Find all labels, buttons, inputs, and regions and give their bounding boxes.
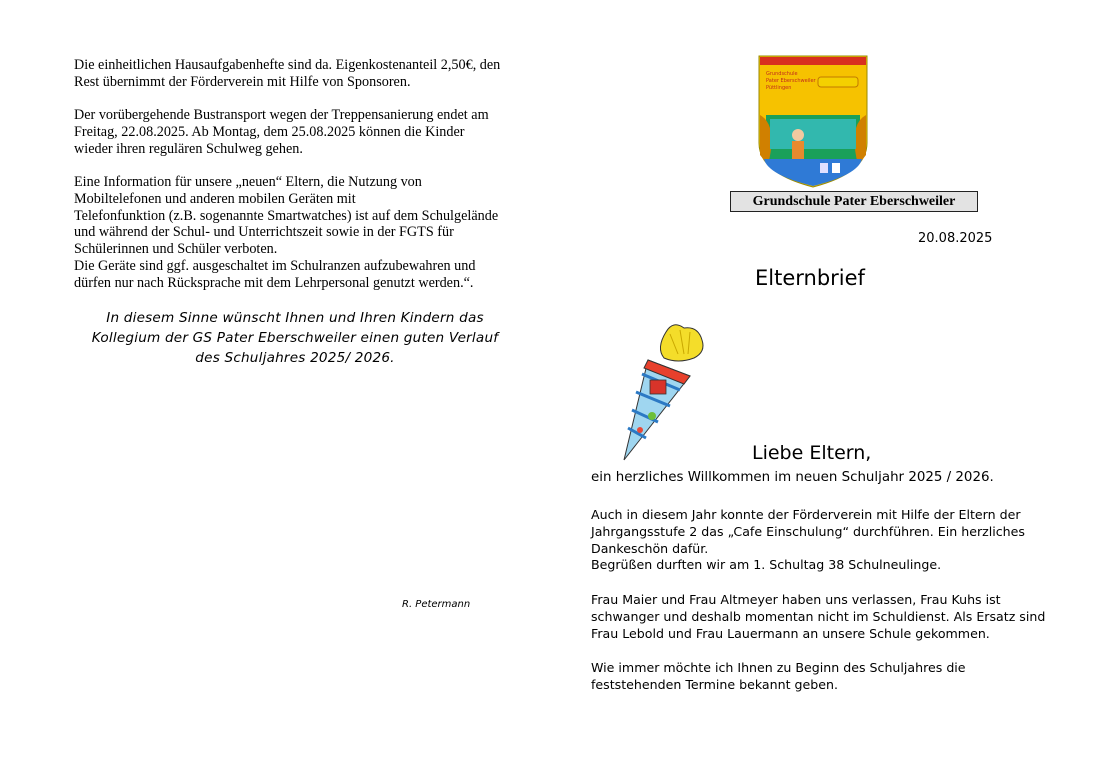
text-hausaufgabenhefte: Die einheitlichen Hausaufgabenhefte sind da. Eigenkostenanteil 2,50€, den Rest übernimmt der Förderverein mit Hilfe von Sponsoren. <box>74 57 501 90</box>
paragraph-hausaufgabenhefte <box>74 57 519 91</box>
paragraph-bustransport <box>74 107 519 157</box>
school-cone-illustration <box>618 320 708 462</box>
letter-title: Elternbrief <box>755 266 865 290</box>
signature: R. Petermann <box>402 599 471 610</box>
text-termine: Wie immer möchte ich Ihnen zu Beginn des Schuljahres die feststehenden Termine bekannt geben. <box>591 660 966 692</box>
paragraph-termine <box>591 660 1061 694</box>
greeting: Liebe Eltern, <box>752 442 872 464</box>
school-logo <box>758 55 868 188</box>
text-mobiltelefone: Eine Information für unsere „neuen“ Eltern, die Nutzung von Mobiltelefonen und anderen mobilen Geräten mit Telefonfunktion (z.B. sogenannte Smartwatches) ist auf dem Schulgelände und während der Schul- und Unterrichtszeit sowie in der FGTS für Schülerinnen und Schüler verboten. Die Geräte sind ggf. ausgeschaltet im Schulranzen aufzubewahren und dürfen nur nach Rücksprache mit dem Lehrpersonal genutzt werden.“. <box>74 174 499 291</box>
logo-text-2: Pater Eberschweiler <box>766 78 816 84</box>
paragraph-mobiltelefone <box>74 174 519 292</box>
logo-text-1: Grundschule <box>766 71 798 77</box>
letter-date: 20.08.2025 <box>918 231 993 246</box>
school-name: Grundschule Pater Eberschweiler <box>730 191 978 212</box>
paragraph-staff <box>591 592 1061 642</box>
text-welcome: ein herzliches Willkommen im neuen Schuljahr 2025 / 2026. <box>591 470 994 485</box>
text-bustransport: Der vorübergehende Bustransport wegen der Treppensanierung endet am Freitag, 22.08.2025. Ab Montag, dem 25.08.2025 können die Kinder wieder ihren regulären Schulweg gehen. <box>74 107 489 157</box>
paragraph-foerderverein <box>591 507 1061 574</box>
text-staff: Frau Maier und Frau Altmeyer haben uns verlassen, Frau Kuhs ist schwanger und deshalb momentan nicht im Schuldienst. Als Ersatz sind Frau Lebold und Frau Lauermann an unsere Schule gekommen. <box>591 592 1046 641</box>
closing-wishes: In diesem Sinne wünscht Ihnen und Ihren Kindern das Kollegium der GS Pater Eberschweiler einen guten Verlauf des Schuljahres 2025/ 2026. <box>91 310 499 366</box>
logo-text-3: Püttlingen <box>766 85 792 91</box>
text-foerderverein: Auch in diesem Jahr konnte der Förderverein mit Hilfe der Eltern der Jahrgangsstufe 2 das „Cafe Einschulung“ durchführen. Ein herzliches Dankeschön dafür. Begrüßen durften wir am 1. Schultag 38 Schulneulinge. <box>591 507 1025 573</box>
paragraph-welcome <box>591 470 1061 487</box>
